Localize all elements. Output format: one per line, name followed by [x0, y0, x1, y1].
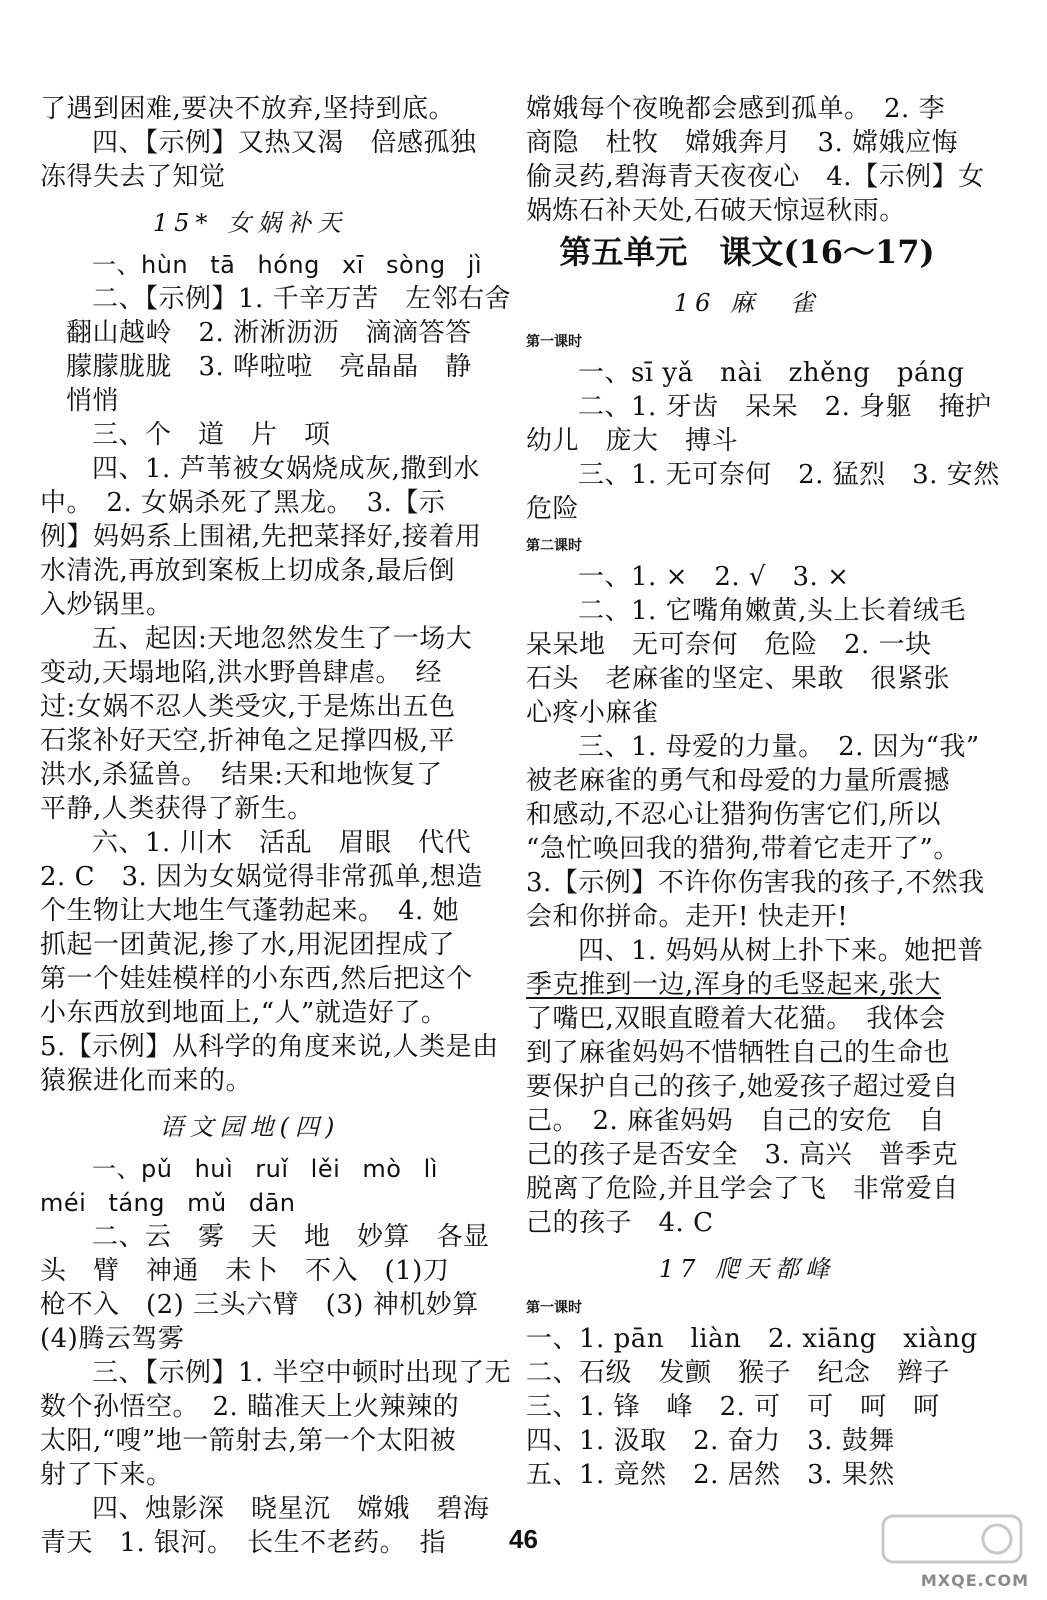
left-line: 三、个 道 片 项: [92, 420, 331, 450]
right-line: 一、1. × 2. √ 3. ×: [578, 562, 850, 592]
right-line: 第一课时: [526, 334, 582, 350]
left-line: 过:女娲不忍人类受灾,于是炼出五色: [40, 692, 456, 722]
left-line: 枪不入 (2) 三头六臂 (3) 神机妙算: [40, 1290, 479, 1320]
right-line: 第一课时: [526, 1300, 582, 1316]
right-line: 16 麻 雀: [673, 289, 821, 317]
right-line: 二、石级 发颤 猴子 纪念 辫子: [526, 1358, 951, 1388]
left-line: 朦朦胧胧 3. 哗啦啦 亮晶晶 静: [66, 352, 472, 382]
right-line: 到了麻雀妈妈不惜牺牲自己的生命也: [526, 1038, 951, 1068]
right-line: 娲炼石补天处,石破天惊逗秋雨。: [526, 196, 906, 226]
left-line: 太阳,“嗖”地一箭射去,第一个太阳被: [40, 1426, 457, 1456]
right-line: 季克推到一边,浑身的毛竖起来,张大: [526, 970, 942, 1000]
right-line: 3.【示例】不许你伤害我的孩子,不然我: [526, 868, 985, 898]
left-column: [40, 92, 512, 1560]
left-line: 悄悄: [66, 386, 120, 416]
left-line: (4)腾云驾雾: [40, 1324, 185, 1354]
left-line: 小东西放到地面上,“人”就造好了。: [40, 998, 448, 1028]
left-line: 三、【示例】1. 半空中顿时出现了无: [92, 1358, 512, 1388]
right-line: 呆呆地 无可奈何 危险 2. 一块: [526, 630, 932, 660]
left-line: 二、云 雾 天 地 妙算 各显: [92, 1222, 490, 1252]
right-line: 二、1. 它嘴角嫩黄,头上长着绒毛: [578, 596, 966, 626]
right-line: 石头 老麻雀的坚定、果敢 很紧张: [526, 664, 951, 694]
right-line: 三、1. 锋 峰 2. 可 可 呵 呵: [526, 1392, 940, 1422]
right-line: 二、1. 牙齿 呆呆 2. 身躯 掩护: [578, 392, 992, 422]
left-line: 六、1. 川木 活乱 眉眼 代代: [92, 828, 472, 858]
right-column: [526, 92, 1000, 1492]
left-line: 射了下来。: [40, 1460, 173, 1490]
left-line: 5.【示例】从科学的角度来说,人类是由: [40, 1032, 499, 1062]
left-line: 数个孙悟空。 2. 瞄准天上火辣辣的: [40, 1392, 460, 1422]
watermark-text: MXQE.COM: [920, 1571, 1029, 1590]
right-line: 要保护自己的孩子,她爱孩子超过爱自: [526, 1072, 959, 1102]
left-line: 入炒锅里。: [40, 590, 173, 620]
left-line: 洪水,杀猛兽。 结果:天和地恢复了: [40, 760, 443, 790]
left-line: 四、烛影深 晓星沉 嫦娥 碧海: [92, 1494, 490, 1524]
left-line: 第一个娃娃模样的小东西,然后把这个: [40, 964, 473, 994]
right-line: 五、1. 竟然 2. 居然 3. 果然: [526, 1460, 895, 1490]
right-line: 己的孩子 4. C: [526, 1208, 714, 1238]
left-line: 水清洗,再放到案板上切成条,最后倒: [40, 556, 456, 586]
left-line: 中。 2. 女娲杀死了黑龙。 3.【示: [40, 488, 446, 518]
right-line: 一、1. pān liàn 2. xiāng xiàng: [526, 1324, 978, 1354]
left-line: 一、hùn tā hóng xī sòng jì: [92, 251, 483, 279]
left-line: 五、起因:天地忽然发生了一场大: [92, 624, 473, 654]
left-line: 变动,天塌地陷,洪水野兽肆虐。 经: [40, 658, 443, 688]
left-line: 冻得失去了知觉: [40, 162, 226, 192]
right-line: 偷灵药,碧海青天夜夜心 4.【示例】女: [526, 162, 985, 192]
right-line: 会和你拼命。走开! 快走开!: [526, 902, 849, 932]
right-line: 17 爬天都峰: [658, 1255, 836, 1283]
left-line: 石浆补好天空,折神龟之足撑四极,平: [40, 726, 456, 756]
left-line: 平静,人类获得了新生。: [40, 794, 314, 824]
left-line: 四、1. 芦苇被女娲烧成灰,撒到水: [92, 454, 480, 484]
left-line: 抓起一团黄泥,掺了水,用泥团捏成了: [40, 930, 456, 960]
right-line: 被老麻雀的勇气和母爱的力量所震撼: [526, 766, 951, 796]
left-line: 头 臂 神通 未卜 不入 (1)刀: [40, 1256, 450, 1286]
right-line: 四、1. 妈妈从树上扑下来。她把普: [578, 936, 984, 966]
left-line: 个生物让大地生气蓬勃起来。 4. 她: [40, 896, 460, 926]
right-line: 幼儿 庞大 搏斗: [526, 426, 739, 456]
left-line: 翻山越岭 2. 淅淅沥沥 滴滴答答: [66, 318, 472, 348]
left-line: 语文园地(四): [159, 1113, 341, 1141]
right-line: 商隐 杜牧 嫦娥奔月 3. 嫦娥应悔: [526, 128, 959, 158]
right-line: 第二课时: [526, 538, 582, 554]
left-line: 了遇到困难,要决不放弃,坚持到底。: [40, 94, 456, 124]
left-line: 四、【示例】又热又渴 倍感孤独: [92, 128, 477, 158]
right-line: 心疼小麻雀: [526, 698, 659, 728]
left-line: 猿猴进化而来的。: [40, 1066, 253, 1096]
right-line: 三、1. 母爱的力量。 2. 因为“我”: [578, 732, 980, 762]
left-line: 15* 女娲补天: [152, 209, 348, 237]
left-line: 一、pǔ huì ruǐ lěi mò lì: [92, 1155, 438, 1183]
right-line: 第五单元 课文(16～17): [559, 233, 935, 271]
right-line: 嫦娥每个夜晚都会感到孤单。 2. 李: [526, 94, 946, 124]
left-line: 例】妈妈系上围裙,先把菜择好,接着用: [40, 522, 482, 552]
left-line: 2. C 3. 因为女娲觉得非常孤单,想造: [40, 862, 483, 892]
left-line: méi táng mǔ dān: [40, 1189, 296, 1217]
right-line: 危险: [526, 494, 580, 524]
left-line: 二、【示例】1. 千辛万苦 左邻右舍: [92, 284, 512, 314]
right-line: 己。 2. 麻雀妈妈 自己的安危 自: [526, 1106, 946, 1136]
right-line: 脱离了危险,并且学会了飞 非常爱自: [526, 1174, 959, 1204]
left-line: 青天 1. 银河。 长生不老药。 指: [40, 1528, 447, 1558]
right-line: 了嘴巴,双眼直瞪着大花猫。 我体会: [526, 1004, 946, 1034]
right-line: 三、1. 无可奈何 2. 猛烈 3. 安然: [578, 460, 1000, 490]
right-line: 己的孩子是否安全 3. 高兴 普季克: [526, 1140, 959, 1170]
right-line: “急忙唤回我的猎狗,带着它走开了”。: [526, 834, 960, 864]
page-number: 46: [509, 1524, 538, 1554]
right-line: 和感动,不忍心让猎狗伤害它们,所以: [526, 800, 942, 830]
right-line: 四、1. 汲取 2. 奋力 3. 鼓舞: [526, 1426, 895, 1456]
right-line: 一、sī yǎ nài zhěng páng: [578, 358, 965, 388]
